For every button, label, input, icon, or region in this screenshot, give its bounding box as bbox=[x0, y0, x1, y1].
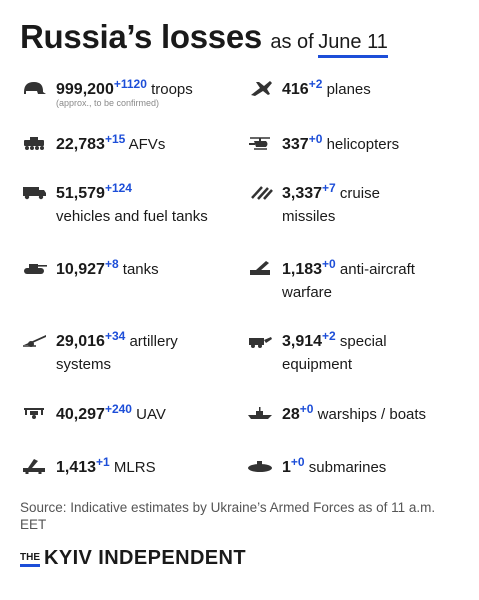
as-of-text: as of bbox=[270, 31, 314, 53]
loss-number: 51,579 bbox=[56, 185, 105, 202]
daily-increase: +2 bbox=[322, 329, 336, 343]
loss-label: helicopters bbox=[326, 136, 400, 153]
loss-label-line2: vehicles and fuel tanks bbox=[56, 208, 208, 225]
loss-number: 10,927 bbox=[56, 261, 105, 278]
loss-label-line2: systems bbox=[56, 356, 112, 373]
helmet-icon bbox=[20, 80, 48, 96]
loss-number: 22,783 bbox=[56, 136, 105, 153]
loss-number: 1,413 bbox=[56, 459, 97, 476]
loss-number: 3,337 bbox=[282, 185, 323, 202]
loss-number: 1 bbox=[282, 459, 291, 476]
loss-label: warships / boats bbox=[317, 406, 427, 423]
artillery-icon bbox=[20, 332, 48, 348]
loss-label: cruise bbox=[339, 185, 380, 202]
tank-icon bbox=[20, 260, 48, 276]
truck-icon bbox=[20, 184, 48, 200]
approx-note: (approx., to be confirmed) bbox=[56, 98, 160, 108]
loss-number: 29,016 bbox=[56, 333, 105, 350]
daily-increase: +240 bbox=[104, 402, 132, 416]
loss-label: tanks bbox=[122, 261, 159, 278]
brand-name: KYIV INDEPENDENT bbox=[44, 547, 246, 569]
daily-increase: +15 bbox=[104, 132, 126, 146]
loss-number: 999,200 bbox=[56, 81, 114, 98]
daily-increase: +2 bbox=[308, 77, 323, 91]
special-equipment-icon bbox=[246, 332, 274, 348]
loss-number: 416 bbox=[282, 81, 309, 98]
brand-the: THE bbox=[20, 552, 40, 567]
submarine-icon bbox=[246, 458, 274, 474]
warship-icon bbox=[246, 405, 274, 421]
loss-label: troops bbox=[151, 81, 193, 98]
loss-label: AFVs bbox=[128, 136, 166, 153]
source-note: Source: Indicative estimates by Ukraine’s Armed Forces as of 11 a.m. EET bbox=[20, 500, 436, 532]
daily-increase: +7 bbox=[322, 181, 336, 195]
loss-number: 1,183 bbox=[282, 261, 323, 278]
daily-increase: +0 bbox=[299, 402, 314, 416]
title-text: Russia’s losses bbox=[20, 18, 262, 55]
loss-label: anti-aircraft bbox=[339, 261, 415, 278]
daily-increase: +34 bbox=[104, 329, 126, 343]
loss-label: submarines bbox=[308, 459, 387, 476]
daily-increase: +0 bbox=[322, 257, 336, 271]
loss-number: 3,914 bbox=[282, 333, 323, 350]
loss-label: artillery bbox=[129, 333, 178, 350]
date-text: June 11 bbox=[318, 31, 388, 58]
drone-icon bbox=[20, 405, 48, 421]
loss-number: 337 bbox=[282, 136, 309, 153]
mlrs-icon bbox=[20, 458, 48, 474]
plane-icon bbox=[246, 80, 274, 96]
daily-increase: +1120 bbox=[113, 77, 147, 91]
loss-label: special bbox=[339, 333, 387, 350]
loss-label: UAV bbox=[136, 406, 166, 423]
loss-label: MLRS bbox=[113, 459, 156, 476]
loss-label-line2: missiles bbox=[282, 208, 336, 225]
daily-increase: +8 bbox=[104, 257, 119, 271]
loss-number: 28 bbox=[282, 406, 300, 423]
loss-label: planes bbox=[326, 81, 371, 98]
helicopter-icon bbox=[246, 135, 274, 151]
loss-label-line2: warfare bbox=[282, 284, 333, 301]
page-title bbox=[20, 18, 388, 58]
daily-increase: +0 bbox=[308, 132, 323, 146]
loss-number: 40,297 bbox=[56, 406, 105, 423]
brand-logo bbox=[20, 547, 246, 570]
missile-icon bbox=[246, 184, 274, 200]
loss-label-line2: equipment bbox=[282, 356, 353, 373]
anti-aircraft-icon bbox=[246, 260, 274, 276]
daily-increase: +124 bbox=[104, 181, 132, 195]
afv-icon bbox=[20, 135, 48, 151]
daily-increase: +0 bbox=[290, 455, 305, 469]
daily-increase: +1 bbox=[96, 455, 110, 469]
